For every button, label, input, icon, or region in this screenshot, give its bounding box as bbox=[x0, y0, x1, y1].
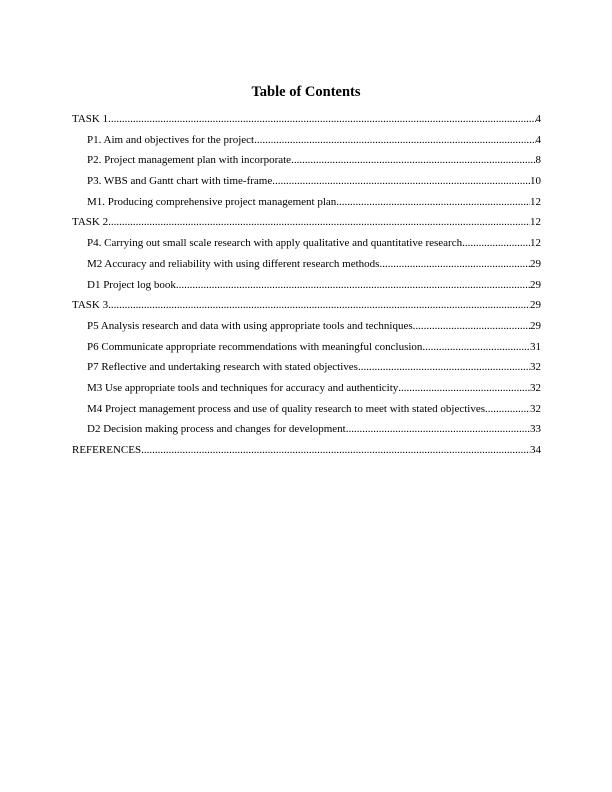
toc-page-number: 12 bbox=[530, 216, 541, 229]
toc-page-number: 4 bbox=[535, 133, 541, 146]
toc-dot-leader bbox=[272, 174, 530, 188]
toc-page-number: 34 bbox=[530, 444, 541, 456]
toc-entry-text: REFERENCES bbox=[72, 444, 142, 456]
toc-entry-text: P3. WBS and Gantt chart with time-frame bbox=[87, 175, 273, 188]
toc-dot-leader bbox=[254, 133, 535, 147]
toc-page-number: 12 bbox=[530, 195, 541, 208]
toc-page-number: 4 bbox=[535, 113, 541, 125]
toc-entry-p1[interactable] bbox=[72, 133, 541, 154]
toc-entry-references[interactable] bbox=[72, 443, 541, 464]
toc-entry-text: TASK 3 bbox=[72, 299, 109, 312]
table-of-contents bbox=[72, 112, 541, 464]
toc-page-number: 32 bbox=[530, 381, 541, 394]
toc-page-number: 33 bbox=[530, 423, 541, 436]
toc-entry-p4[interactable] bbox=[72, 236, 541, 257]
toc-page-number: 29 bbox=[530, 257, 541, 270]
toc-page-number: 29 bbox=[530, 299, 541, 312]
toc-dot-leader bbox=[398, 381, 530, 395]
toc-entry-task-2[interactable] bbox=[72, 215, 541, 236]
toc-entry-p2[interactable] bbox=[72, 153, 541, 174]
toc-dot-leader bbox=[379, 257, 530, 271]
toc-page-number: 29 bbox=[530, 319, 541, 332]
toc-entry-p6[interactable] bbox=[72, 340, 541, 361]
toc-entry-text: P1. Aim and objectives for the project bbox=[87, 133, 255, 146]
toc-entry-text: P6 Communicate appropriate recommendations with meaningful conclusion bbox=[87, 340, 423, 353]
toc-dot-leader bbox=[413, 319, 530, 333]
toc-page-number: 8 bbox=[535, 154, 541, 167]
toc-dot-leader bbox=[108, 215, 530, 229]
toc-page-number: 32 bbox=[530, 361, 541, 374]
toc-dot-leader bbox=[346, 422, 530, 436]
toc-entry-d1[interactable] bbox=[72, 278, 541, 299]
toc-page-number: 29 bbox=[530, 278, 541, 291]
toc-dot-leader bbox=[485, 402, 530, 416]
toc-entry-text: M4 Project management process and use of quality research to meet with stated objectives bbox=[87, 402, 486, 415]
toc-dot-leader bbox=[291, 153, 535, 167]
toc-entry-text: M3 Use appropriate tools and techniques for accuracy and authenticity bbox=[87, 381, 399, 394]
toc-entry-text: M1. Producing comprehensive project management plan bbox=[87, 195, 337, 208]
toc-entry-m2[interactable] bbox=[72, 257, 541, 278]
toc-entry-text: D1 Project log book bbox=[87, 278, 176, 291]
toc-dot-leader bbox=[108, 298, 530, 312]
toc-entry-text: P4. Carrying out small scale research with apply qualitative and quantitative research bbox=[87, 237, 463, 250]
toc-title: Table of Contents bbox=[251, 84, 361, 100]
toc-page-number: 32 bbox=[530, 402, 541, 415]
toc-entry-text: TASK 2 bbox=[72, 216, 109, 229]
toc-entry-text: D2 Decision making process and changes for development bbox=[87, 423, 346, 436]
toc-entry-p7[interactable] bbox=[72, 360, 541, 381]
toc-dot-leader bbox=[108, 112, 535, 126]
toc-entry-p5[interactable] bbox=[72, 319, 541, 340]
toc-entry-task-1[interactable] bbox=[72, 112, 541, 133]
toc-entry-p3[interactable] bbox=[72, 174, 541, 195]
toc-entry-text: TASK 1 bbox=[72, 113, 109, 125]
toc-entry-task-3[interactable] bbox=[72, 298, 541, 319]
toc-entry-text: M2 Accuracy and reliability with using different research methods bbox=[87, 257, 380, 270]
toc-entry-m1[interactable] bbox=[72, 195, 541, 216]
toc-dot-leader bbox=[176, 278, 530, 292]
toc-dot-leader bbox=[336, 195, 530, 209]
toc-entry-text: P5 Analysis research and data with using appropriate tools and techniques bbox=[87, 319, 413, 332]
toc-dot-leader bbox=[141, 443, 530, 457]
toc-page-number: 10 bbox=[530, 175, 541, 188]
toc-dot-leader bbox=[358, 360, 530, 374]
toc-entry-text: P7 Reflective and undertaking research with stated objectives bbox=[87, 361, 358, 374]
toc-dot-leader bbox=[462, 236, 530, 250]
toc-entry-text: P2. Project management plan with incorporate bbox=[87, 154, 292, 167]
toc-page-number: 12 bbox=[530, 237, 541, 250]
toc-entry-d2[interactable] bbox=[72, 422, 541, 443]
toc-entry-m3[interactable] bbox=[72, 381, 541, 402]
toc-dot-leader bbox=[422, 340, 530, 354]
toc-page-number: 31 bbox=[530, 340, 541, 353]
toc-entry-m4[interactable] bbox=[72, 402, 541, 423]
